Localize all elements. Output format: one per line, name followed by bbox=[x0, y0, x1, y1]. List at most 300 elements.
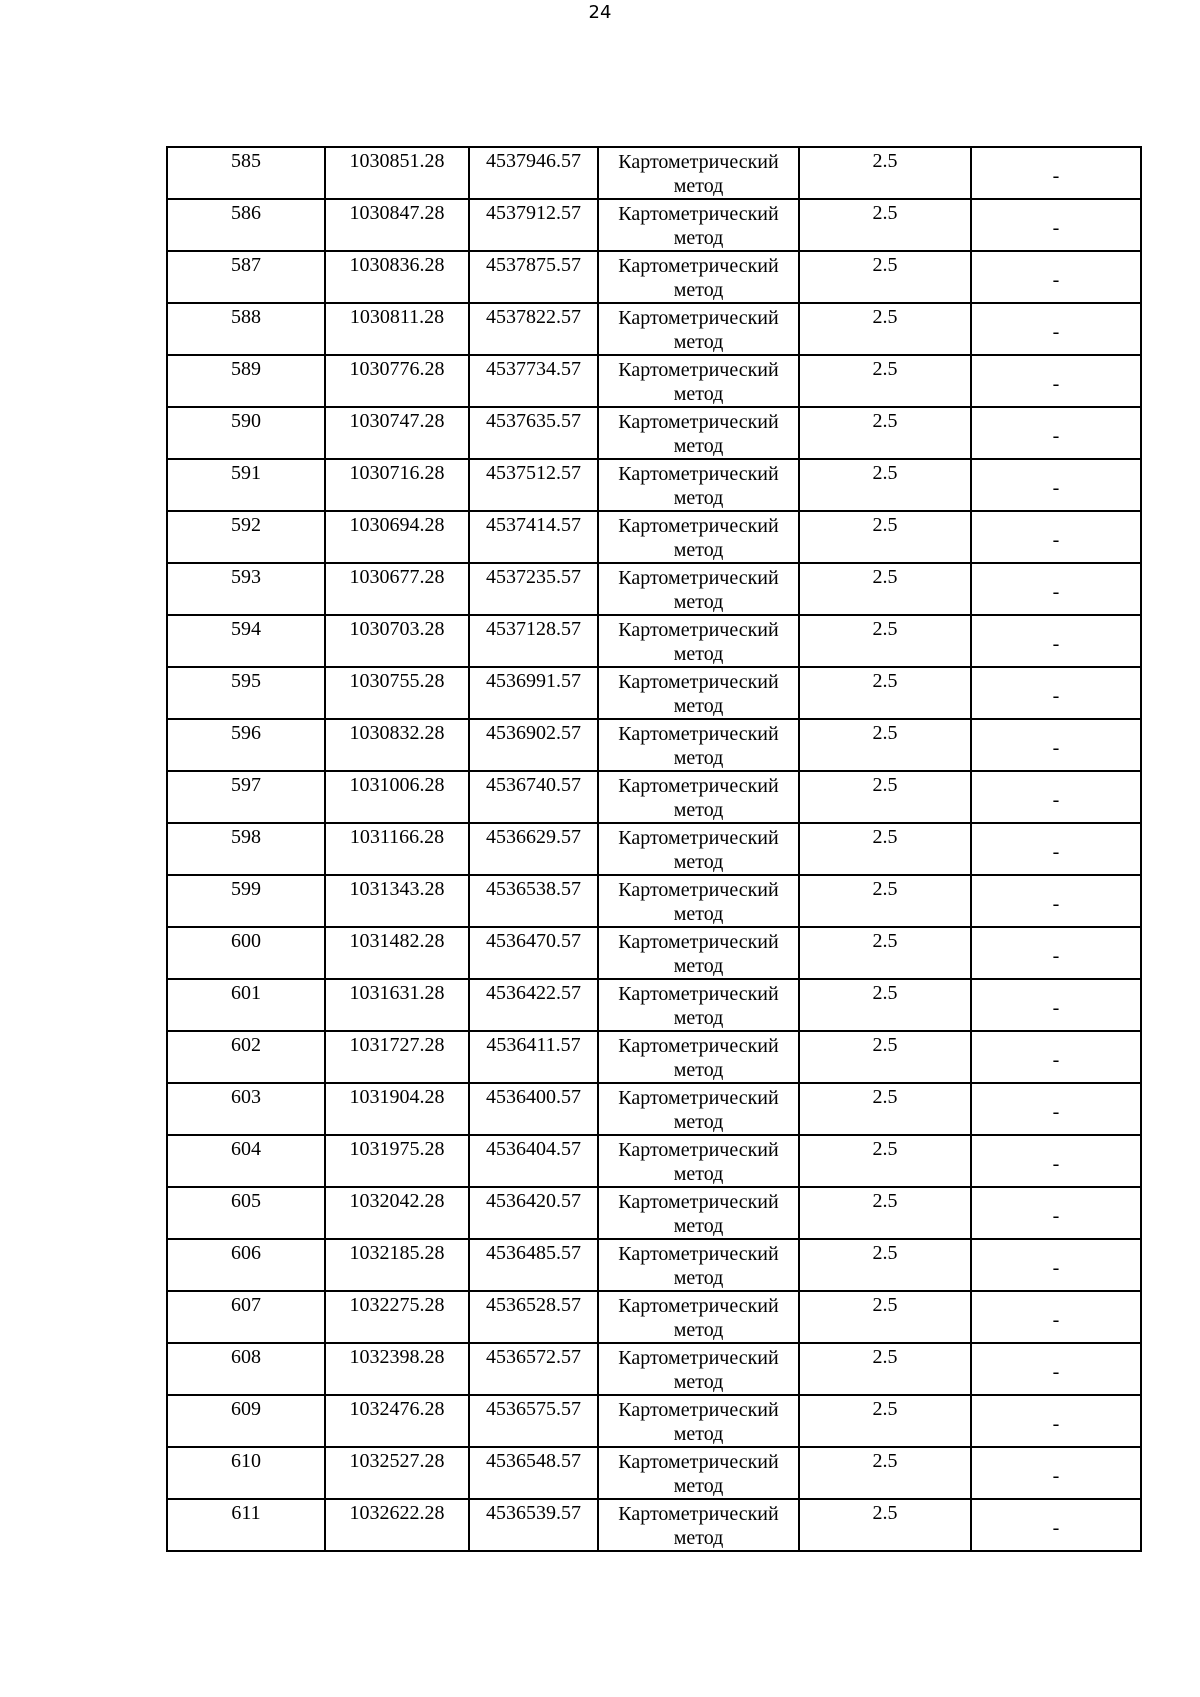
accuracy-cell bbox=[799, 1239, 971, 1291]
x-coordinate-cell bbox=[325, 719, 469, 771]
point-number: 601 bbox=[231, 982, 261, 1004]
x-coordinate-cell bbox=[325, 459, 469, 511]
y-coordinate: 4536404.57 bbox=[486, 1138, 581, 1160]
method-line-1: Картометрический bbox=[618, 203, 779, 225]
method-line-2: метод bbox=[673, 435, 724, 457]
method-cell bbox=[598, 667, 799, 719]
point-number: 600 bbox=[231, 930, 261, 952]
method-line-2: метод bbox=[673, 1059, 724, 1081]
method-cell bbox=[598, 459, 799, 511]
y-coordinate: 4536575.57 bbox=[486, 1398, 581, 1420]
note-cell bbox=[971, 615, 1141, 667]
method-line-2: метод bbox=[673, 1007, 724, 1029]
y-coordinate-cell bbox=[469, 1447, 598, 1499]
note-value: - bbox=[1052, 373, 1060, 395]
point-number: 593 bbox=[231, 566, 261, 588]
accuracy-value: 2.5 bbox=[872, 826, 898, 848]
table-row bbox=[167, 1239, 1141, 1291]
method-line-2: метод bbox=[673, 1215, 724, 1237]
table-row bbox=[167, 1395, 1141, 1447]
point-number-cell bbox=[167, 1395, 325, 1447]
y-coordinate-cell bbox=[469, 1135, 598, 1187]
y-coordinate: 4536539.57 bbox=[486, 1502, 581, 1524]
y-coordinate-cell bbox=[469, 147, 598, 199]
note-cell bbox=[971, 1031, 1141, 1083]
x-coordinate-cell bbox=[325, 1395, 469, 1447]
x-coordinate-cell bbox=[325, 823, 469, 875]
method-line-2: метод bbox=[673, 279, 724, 301]
method-line-1: Картометрический bbox=[618, 307, 779, 329]
table-row bbox=[167, 1447, 1141, 1499]
y-coordinate: 4536411.57 bbox=[486, 1034, 581, 1056]
method-line-1: Картометрический bbox=[618, 1243, 779, 1265]
point-number: 594 bbox=[231, 618, 261, 640]
point-number-cell bbox=[167, 823, 325, 875]
method-line-2: метод bbox=[673, 903, 724, 925]
point-number: 591 bbox=[231, 462, 261, 484]
point-number: 611 bbox=[231, 1502, 261, 1524]
x-coordinate: 1031343.28 bbox=[349, 878, 445, 900]
y-coordinate-cell bbox=[469, 1395, 598, 1447]
method-cell bbox=[598, 1239, 799, 1291]
method-cell bbox=[598, 1447, 799, 1499]
method-line-1: Картометрический bbox=[618, 1503, 779, 1525]
x-coordinate: 1030755.28 bbox=[349, 670, 445, 692]
note-cell bbox=[971, 875, 1141, 927]
y-coordinate: 4537912.57 bbox=[486, 202, 581, 224]
x-coordinate: 1030836.28 bbox=[349, 254, 445, 276]
x-coordinate: 1030703.28 bbox=[349, 618, 445, 640]
table-row bbox=[167, 1083, 1141, 1135]
x-coordinate: 1031166.28 bbox=[349, 826, 445, 848]
table-row bbox=[167, 1031, 1141, 1083]
x-coordinate: 1030694.28 bbox=[349, 514, 445, 536]
method-line-1: Картометрический bbox=[618, 1295, 779, 1317]
y-coordinate: 4537946.57 bbox=[486, 150, 581, 172]
accuracy-value: 2.5 bbox=[872, 930, 898, 952]
x-coordinate: 1032476.28 bbox=[349, 1398, 445, 1420]
note-cell bbox=[971, 1187, 1141, 1239]
note-cell bbox=[971, 1135, 1141, 1187]
x-coordinate-cell bbox=[325, 199, 469, 251]
point-number: 604 bbox=[231, 1138, 261, 1160]
method-line-2: метод bbox=[673, 1475, 724, 1497]
note-value: - bbox=[1052, 945, 1060, 967]
accuracy-cell bbox=[799, 459, 971, 511]
point-number-cell bbox=[167, 1135, 325, 1187]
method-cell bbox=[598, 407, 799, 459]
accuracy-value: 2.5 bbox=[872, 982, 898, 1004]
y-coordinate-cell bbox=[469, 979, 598, 1031]
point-number-cell bbox=[167, 407, 325, 459]
method-line-2: метод bbox=[673, 539, 724, 561]
point-number-cell bbox=[167, 979, 325, 1031]
accuracy-value: 2.5 bbox=[872, 202, 898, 224]
method-cell bbox=[598, 979, 799, 1031]
method-line-2: метод bbox=[673, 643, 724, 665]
accuracy-cell bbox=[799, 927, 971, 979]
note-cell bbox=[971, 303, 1141, 355]
table-row bbox=[167, 511, 1141, 563]
x-coordinate-cell bbox=[325, 511, 469, 563]
method-line-2: метод bbox=[673, 383, 724, 405]
note-cell bbox=[971, 927, 1141, 979]
point-number: 587 bbox=[231, 254, 261, 276]
point-number: 606 bbox=[231, 1242, 261, 1264]
accuracy-cell bbox=[799, 251, 971, 303]
x-coordinate-cell bbox=[325, 615, 469, 667]
note-cell bbox=[971, 1291, 1141, 1343]
accuracy-cell bbox=[799, 1395, 971, 1447]
method-cell bbox=[598, 355, 799, 407]
note-value: - bbox=[1052, 1205, 1060, 1227]
coordinates-table bbox=[166, 146, 1142, 1552]
accuracy-cell bbox=[799, 615, 971, 667]
method-line-2: метод bbox=[673, 1371, 724, 1393]
y-coordinate: 4536629.57 bbox=[486, 826, 581, 848]
method-line-1: Картометрический bbox=[618, 827, 779, 849]
method-cell bbox=[598, 147, 799, 199]
point-number: 607 bbox=[231, 1294, 261, 1316]
accuracy-value: 2.5 bbox=[872, 1502, 898, 1524]
accuracy-cell bbox=[799, 1343, 971, 1395]
y-coordinate-cell bbox=[469, 251, 598, 303]
x-coordinate-cell bbox=[325, 147, 469, 199]
y-coordinate: 4536400.57 bbox=[486, 1086, 581, 1108]
y-coordinate: 4536740.57 bbox=[486, 774, 581, 796]
x-coordinate-cell bbox=[325, 563, 469, 615]
point-number: 602 bbox=[231, 1034, 261, 1056]
y-coordinate: 4536991.57 bbox=[486, 670, 581, 692]
method-line-2: метод bbox=[673, 487, 724, 509]
accuracy-value: 2.5 bbox=[872, 774, 898, 796]
accuracy-cell bbox=[799, 875, 971, 927]
method-line-1: Картометрический bbox=[618, 931, 779, 953]
method-line-2: метод bbox=[673, 695, 724, 717]
note-cell bbox=[971, 1499, 1141, 1551]
y-coordinate: 4536902.57 bbox=[486, 722, 581, 744]
y-coordinate-cell bbox=[469, 1291, 598, 1343]
table-row bbox=[167, 823, 1141, 875]
point-number-cell bbox=[167, 303, 325, 355]
note-value: - bbox=[1052, 425, 1060, 447]
y-coordinate-cell bbox=[469, 823, 598, 875]
note-cell bbox=[971, 1083, 1141, 1135]
note-value: - bbox=[1052, 1101, 1060, 1123]
y-coordinate: 4537822.57 bbox=[486, 306, 581, 328]
point-number: 592 bbox=[231, 514, 261, 536]
method-line-2: метод bbox=[673, 1319, 724, 1341]
x-coordinate-cell bbox=[325, 667, 469, 719]
point-number: 597 bbox=[231, 774, 261, 796]
accuracy-cell bbox=[799, 303, 971, 355]
method-line-1: Картометрический bbox=[618, 1035, 779, 1057]
accuracy-value: 2.5 bbox=[872, 1398, 898, 1420]
y-coordinate: 4536485.57 bbox=[486, 1242, 581, 1264]
table-body bbox=[167, 147, 1141, 1551]
accuracy-value: 2.5 bbox=[872, 1190, 898, 1212]
y-coordinate: 4536528.57 bbox=[486, 1294, 581, 1316]
y-coordinate-cell bbox=[469, 407, 598, 459]
x-coordinate-cell bbox=[325, 1135, 469, 1187]
note-value: - bbox=[1052, 217, 1060, 239]
table-row bbox=[167, 615, 1141, 667]
point-number: 603 bbox=[231, 1086, 261, 1108]
point-number: 608 bbox=[231, 1346, 261, 1368]
point-number-cell bbox=[167, 615, 325, 667]
method-line-1: Картометрический bbox=[618, 879, 779, 901]
note-value: - bbox=[1052, 1361, 1060, 1383]
table-row bbox=[167, 1343, 1141, 1395]
point-number-cell bbox=[167, 563, 325, 615]
table-row bbox=[167, 927, 1141, 979]
note-cell bbox=[971, 1343, 1141, 1395]
accuracy-value: 2.5 bbox=[872, 1086, 898, 1108]
y-coordinate-cell bbox=[469, 459, 598, 511]
x-coordinate: 1032622.28 bbox=[349, 1502, 445, 1524]
point-number-cell bbox=[167, 927, 325, 979]
x-coordinate-cell bbox=[325, 875, 469, 927]
table-row bbox=[167, 199, 1141, 251]
note-value: - bbox=[1052, 1517, 1060, 1539]
method-line-2: метод bbox=[673, 591, 724, 613]
point-number-cell bbox=[167, 1187, 325, 1239]
y-coordinate-cell bbox=[469, 927, 598, 979]
note-value: - bbox=[1052, 321, 1060, 343]
x-coordinate: 1031727.28 bbox=[349, 1034, 445, 1056]
point-number-cell bbox=[167, 355, 325, 407]
note-value: - bbox=[1052, 269, 1060, 291]
y-coordinate: 4537875.57 bbox=[486, 254, 581, 276]
method-cell bbox=[598, 1031, 799, 1083]
x-coordinate-cell bbox=[325, 355, 469, 407]
method-cell bbox=[598, 563, 799, 615]
x-coordinate-cell bbox=[325, 1031, 469, 1083]
accuracy-cell bbox=[799, 1031, 971, 1083]
table-row bbox=[167, 979, 1141, 1031]
method-line-1: Картометрический bbox=[618, 255, 779, 277]
method-cell bbox=[598, 1083, 799, 1135]
method-line-1: Картометрический bbox=[618, 1451, 779, 1473]
table-row bbox=[167, 251, 1141, 303]
note-cell bbox=[971, 1239, 1141, 1291]
table-row bbox=[167, 303, 1141, 355]
point-number-cell bbox=[167, 1083, 325, 1135]
y-coordinate-cell bbox=[469, 1187, 598, 1239]
note-cell bbox=[971, 979, 1141, 1031]
method-cell bbox=[598, 875, 799, 927]
y-coordinate: 4536572.57 bbox=[486, 1346, 581, 1368]
table-row bbox=[167, 875, 1141, 927]
point-number-cell bbox=[167, 147, 325, 199]
x-coordinate: 1031904.28 bbox=[349, 1086, 445, 1108]
point-number-cell bbox=[167, 1447, 325, 1499]
x-coordinate: 1030847.28 bbox=[349, 202, 445, 224]
point-number: 590 bbox=[231, 410, 261, 432]
point-number-cell bbox=[167, 875, 325, 927]
accuracy-value: 2.5 bbox=[872, 462, 898, 484]
table-row bbox=[167, 459, 1141, 511]
method-line-2: метод bbox=[673, 331, 724, 353]
accuracy-value: 2.5 bbox=[872, 1450, 898, 1472]
y-coordinate-cell bbox=[469, 1343, 598, 1395]
method-line-2: метод bbox=[673, 1527, 724, 1549]
y-coordinate-cell bbox=[469, 511, 598, 563]
point-number-cell bbox=[167, 719, 325, 771]
y-coordinate-cell bbox=[469, 563, 598, 615]
method-line-1: Картометрический bbox=[618, 151, 779, 173]
method-line-2: метод bbox=[673, 227, 724, 249]
accuracy-value: 2.5 bbox=[872, 306, 898, 328]
point-number: 585 bbox=[231, 150, 261, 172]
method-cell bbox=[598, 1135, 799, 1187]
point-number-cell bbox=[167, 511, 325, 563]
y-coordinate-cell bbox=[469, 1499, 598, 1551]
accuracy-cell bbox=[799, 1187, 971, 1239]
note-cell bbox=[971, 1395, 1141, 1447]
point-number: 586 bbox=[231, 202, 261, 224]
note-cell bbox=[971, 355, 1141, 407]
x-coordinate: 1030677.28 bbox=[349, 566, 445, 588]
table-row bbox=[167, 407, 1141, 459]
method-cell bbox=[598, 1187, 799, 1239]
accuracy-cell bbox=[799, 199, 971, 251]
accuracy-value: 2.5 bbox=[872, 566, 898, 588]
x-coordinate-cell bbox=[325, 1343, 469, 1395]
method-line-2: метод bbox=[673, 175, 724, 197]
note-value: - bbox=[1052, 1049, 1060, 1071]
note-value: - bbox=[1052, 477, 1060, 499]
table-row bbox=[167, 563, 1141, 615]
method-cell bbox=[598, 511, 799, 563]
point-number-cell bbox=[167, 459, 325, 511]
table-row bbox=[167, 355, 1141, 407]
x-coordinate: 1031631.28 bbox=[349, 982, 445, 1004]
method-line-1: Картометрический bbox=[618, 567, 779, 589]
note-cell bbox=[971, 147, 1141, 199]
y-coordinate: 4537635.57 bbox=[486, 410, 581, 432]
y-coordinate: 4536470.57 bbox=[486, 930, 581, 952]
page-number: 24 bbox=[588, 2, 612, 23]
y-coordinate-cell bbox=[469, 667, 598, 719]
x-coordinate: 1030832.28 bbox=[349, 722, 445, 744]
note-value: - bbox=[1052, 789, 1060, 811]
method-line-1: Картометрический bbox=[618, 515, 779, 537]
method-cell bbox=[598, 199, 799, 251]
note-value: - bbox=[1052, 529, 1060, 551]
y-coordinate: 4537414.57 bbox=[486, 514, 581, 536]
note-cell bbox=[971, 823, 1141, 875]
accuracy-value: 2.5 bbox=[872, 1138, 898, 1160]
note-value: - bbox=[1052, 165, 1060, 187]
x-coordinate: 1032185.28 bbox=[349, 1242, 445, 1264]
x-coordinate: 1031006.28 bbox=[349, 774, 445, 796]
y-coordinate: 4536538.57 bbox=[486, 878, 581, 900]
method-line-1: Картометрический bbox=[618, 411, 779, 433]
point-number: 589 bbox=[231, 358, 261, 380]
point-number: 605 bbox=[231, 1190, 261, 1212]
x-coordinate: 1030716.28 bbox=[349, 462, 445, 484]
accuracy-value: 2.5 bbox=[872, 150, 898, 172]
table-row bbox=[167, 1135, 1141, 1187]
method-line-2: метод bbox=[673, 799, 724, 821]
accuracy-cell bbox=[799, 1083, 971, 1135]
method-line-2: метод bbox=[673, 955, 724, 977]
x-coordinate: 1032527.28 bbox=[349, 1450, 445, 1472]
y-coordinate-cell bbox=[469, 1031, 598, 1083]
accuracy-value: 2.5 bbox=[872, 254, 898, 276]
y-coordinate: 4537734.57 bbox=[486, 358, 581, 380]
method-line-2: метод bbox=[673, 1267, 724, 1289]
y-coordinate: 4537128.57 bbox=[486, 618, 581, 640]
point-number-cell bbox=[167, 1499, 325, 1551]
note-value: - bbox=[1052, 893, 1060, 915]
point-number: 598 bbox=[231, 826, 261, 848]
accuracy-value: 2.5 bbox=[872, 722, 898, 744]
method-cell bbox=[598, 1499, 799, 1551]
method-line-2: метод bbox=[673, 851, 724, 873]
x-coordinate-cell bbox=[325, 771, 469, 823]
accuracy-value: 2.5 bbox=[872, 878, 898, 900]
table-row bbox=[167, 1499, 1141, 1551]
note-cell bbox=[971, 667, 1141, 719]
method-cell bbox=[598, 251, 799, 303]
x-coordinate: 1031975.28 bbox=[349, 1138, 445, 1160]
point-number-cell bbox=[167, 1291, 325, 1343]
y-coordinate-cell bbox=[469, 303, 598, 355]
accuracy-cell bbox=[799, 771, 971, 823]
accuracy-cell bbox=[799, 1499, 971, 1551]
accuracy-cell bbox=[799, 979, 971, 1031]
accuracy-cell bbox=[799, 719, 971, 771]
method-cell bbox=[598, 1395, 799, 1447]
method-line-1: Картометрический bbox=[618, 359, 779, 381]
accuracy-cell bbox=[799, 1135, 971, 1187]
method-line-2: метод bbox=[673, 1163, 724, 1185]
method-cell bbox=[598, 927, 799, 979]
accuracy-cell bbox=[799, 563, 971, 615]
point-number: 599 bbox=[231, 878, 261, 900]
accuracy-value: 2.5 bbox=[872, 618, 898, 640]
table-row bbox=[167, 719, 1141, 771]
accuracy-cell bbox=[799, 1447, 971, 1499]
method-cell bbox=[598, 303, 799, 355]
y-coordinate: 4537512.57 bbox=[486, 462, 581, 484]
table-row bbox=[167, 147, 1141, 199]
x-coordinate-cell bbox=[325, 1239, 469, 1291]
x-coordinate: 1030747.28 bbox=[349, 410, 445, 432]
x-coordinate-cell bbox=[325, 979, 469, 1031]
table-row bbox=[167, 667, 1141, 719]
x-coordinate-cell bbox=[325, 1187, 469, 1239]
accuracy-cell bbox=[799, 147, 971, 199]
method-line-1: Картометрический bbox=[618, 1087, 779, 1109]
accuracy-cell bbox=[799, 823, 971, 875]
accuracy-value: 2.5 bbox=[872, 410, 898, 432]
note-cell bbox=[971, 771, 1141, 823]
method-cell bbox=[598, 771, 799, 823]
y-coordinate: 4536420.57 bbox=[486, 1190, 581, 1212]
x-coordinate: 1030776.28 bbox=[349, 358, 445, 380]
method-line-1: Картометрический bbox=[618, 1347, 779, 1369]
y-coordinate-cell bbox=[469, 615, 598, 667]
method-line-2: метод bbox=[673, 1111, 724, 1133]
accuracy-cell bbox=[799, 667, 971, 719]
table-row bbox=[167, 1187, 1141, 1239]
note-value: - bbox=[1052, 841, 1060, 863]
method-cell bbox=[598, 1343, 799, 1395]
x-coordinate: 1030851.28 bbox=[349, 150, 445, 172]
